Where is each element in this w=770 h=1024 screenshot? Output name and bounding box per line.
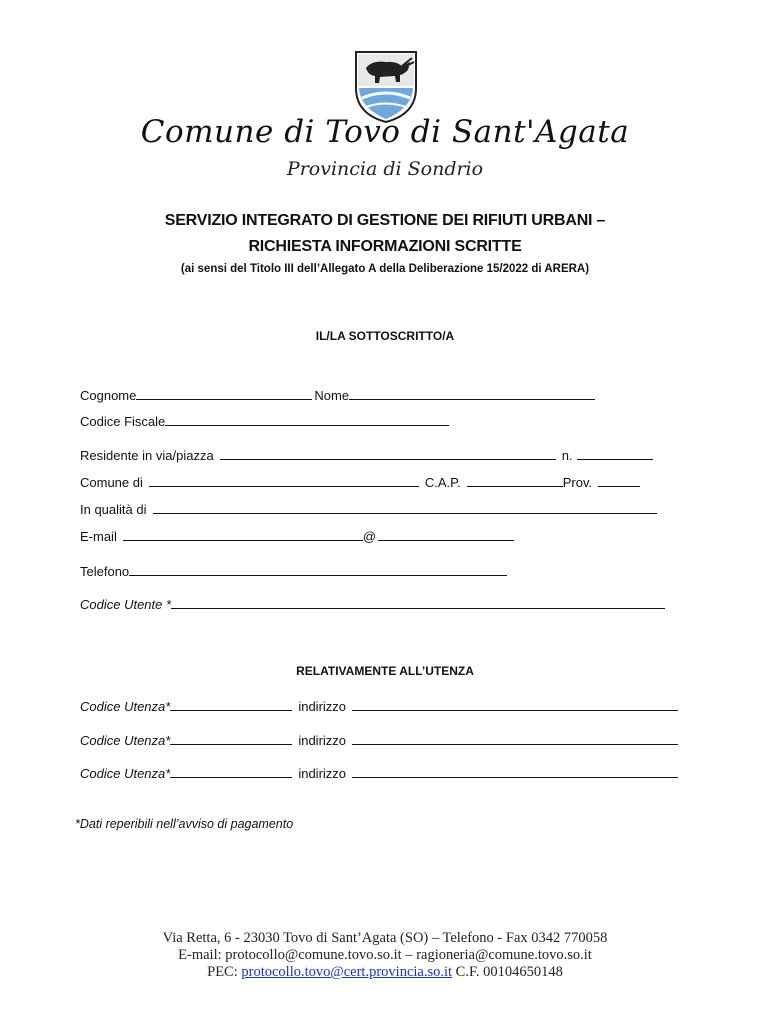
field-comune[interactable] (149, 474, 419, 487)
label-comune: Comune di (80, 475, 143, 490)
field-codice-utenza[interactable] (170, 765, 292, 778)
field-via-piazza[interactable] (220, 447, 556, 460)
label-codice-fiscale: Codice Fiscale (80, 414, 166, 429)
row-codice-fiscale (80, 413, 449, 429)
footer-pec-line (0, 964, 770, 981)
field-prov[interactable] (598, 474, 640, 487)
field-qualita[interactable] (153, 501, 657, 514)
footer-pec-label: PEC: (207, 964, 238, 980)
footer-emails: E-mail: protocollo@comune.tovo.so.it – ragioneria@comune.tovo.so.it (178, 947, 592, 963)
field-indirizzo[interactable] (352, 732, 678, 745)
section-heading-utenza: RELATIVAMENTE ALL’UTENZA (296, 664, 474, 678)
row-codice-utenza-3 (80, 765, 678, 781)
row-residente (80, 447, 653, 463)
field-indirizzo[interactable] (352, 698, 678, 711)
row-cognome-nome (80, 387, 595, 403)
field-codice-fiscale[interactable] (165, 413, 449, 426)
section-heading-sottoscritto: IL/LA SOTTOSCRITTO/A (315, 329, 455, 343)
label-residente: Residente in via/piazza (80, 448, 214, 463)
field-codice-utente[interactable] (171, 596, 665, 609)
field-telefono[interactable] (129, 563, 507, 576)
label-codice-utente: Codice Utente * (80, 597, 172, 612)
row-codice-utenza-2 (80, 732, 678, 748)
label-telefono: Telefono (80, 564, 130, 579)
pec-email-link[interactable]: protocollo.tovo@cert.provincia.so.it (241, 964, 453, 980)
label-email: E-mail (80, 529, 117, 544)
field-nome[interactable] (349, 387, 595, 400)
document-subtitle: (ai sensi del Titolo III dell’Allegato A della Deliberazione 15/2022 di ARERA) (180, 263, 590, 275)
footnote: *Dati reperibili nell’avviso di pagamento (75, 817, 294, 831)
label-indirizzo: indirizzo (298, 699, 347, 714)
row-comune (80, 474, 640, 490)
field-email-domain[interactable] (378, 528, 514, 541)
label-codice-utenza: Codice Utenza* (80, 766, 171, 781)
field-email-user[interactable] (123, 528, 363, 541)
field-cap[interactable] (467, 474, 563, 487)
label-indirizzo: indirizzo (298, 733, 347, 748)
label-qualita: In qualità di (80, 502, 147, 517)
field-indirizzo[interactable] (352, 765, 678, 778)
row-qualita (80, 501, 657, 517)
label-cognome: Cognome (80, 388, 137, 403)
footer-address: Via Retta, 6 - 23030 Tovo di Sant’Agata (SO) – Telefono - Fax 0342 770058 (162, 930, 608, 946)
label-prov: Prov. (562, 475, 593, 490)
label-indirizzo: indirizzo (298, 766, 347, 781)
label-codice-utenza: Codice Utenza* (80, 699, 171, 714)
label-nome: Nome (314, 388, 350, 403)
coat-of-arms-logo (352, 48, 420, 124)
label-numero: n. (561, 448, 573, 463)
label-codice-utenza: Codice Utenza* (80, 733, 171, 748)
row-telefono (80, 563, 507, 579)
field-numero[interactable] (577, 447, 653, 460)
row-email (80, 528, 514, 544)
province-name: Provincia di Sondrio (286, 158, 484, 180)
municipality-name: Comune di Tovo di Sant'Agata (140, 114, 630, 150)
footer-codice-fiscale: C.F. 00104650148 (455, 964, 563, 980)
label-cap: C.A.P. (424, 475, 461, 490)
email-at-sign: @ (362, 529, 377, 544)
row-codice-utente (80, 596, 665, 612)
field-codice-utenza[interactable] (170, 698, 292, 711)
field-cognome[interactable] (136, 387, 312, 400)
document-title-line2: RICHIESTA INFORMAZIONI SCRITTE (248, 238, 522, 255)
document-title-line1: SERVIZIO INTEGRATO DI GESTIONE DEI RIFIUTI URBANI – (164, 212, 606, 229)
field-codice-utenza[interactable] (170, 732, 292, 745)
row-codice-utenza-1 (80, 698, 678, 714)
